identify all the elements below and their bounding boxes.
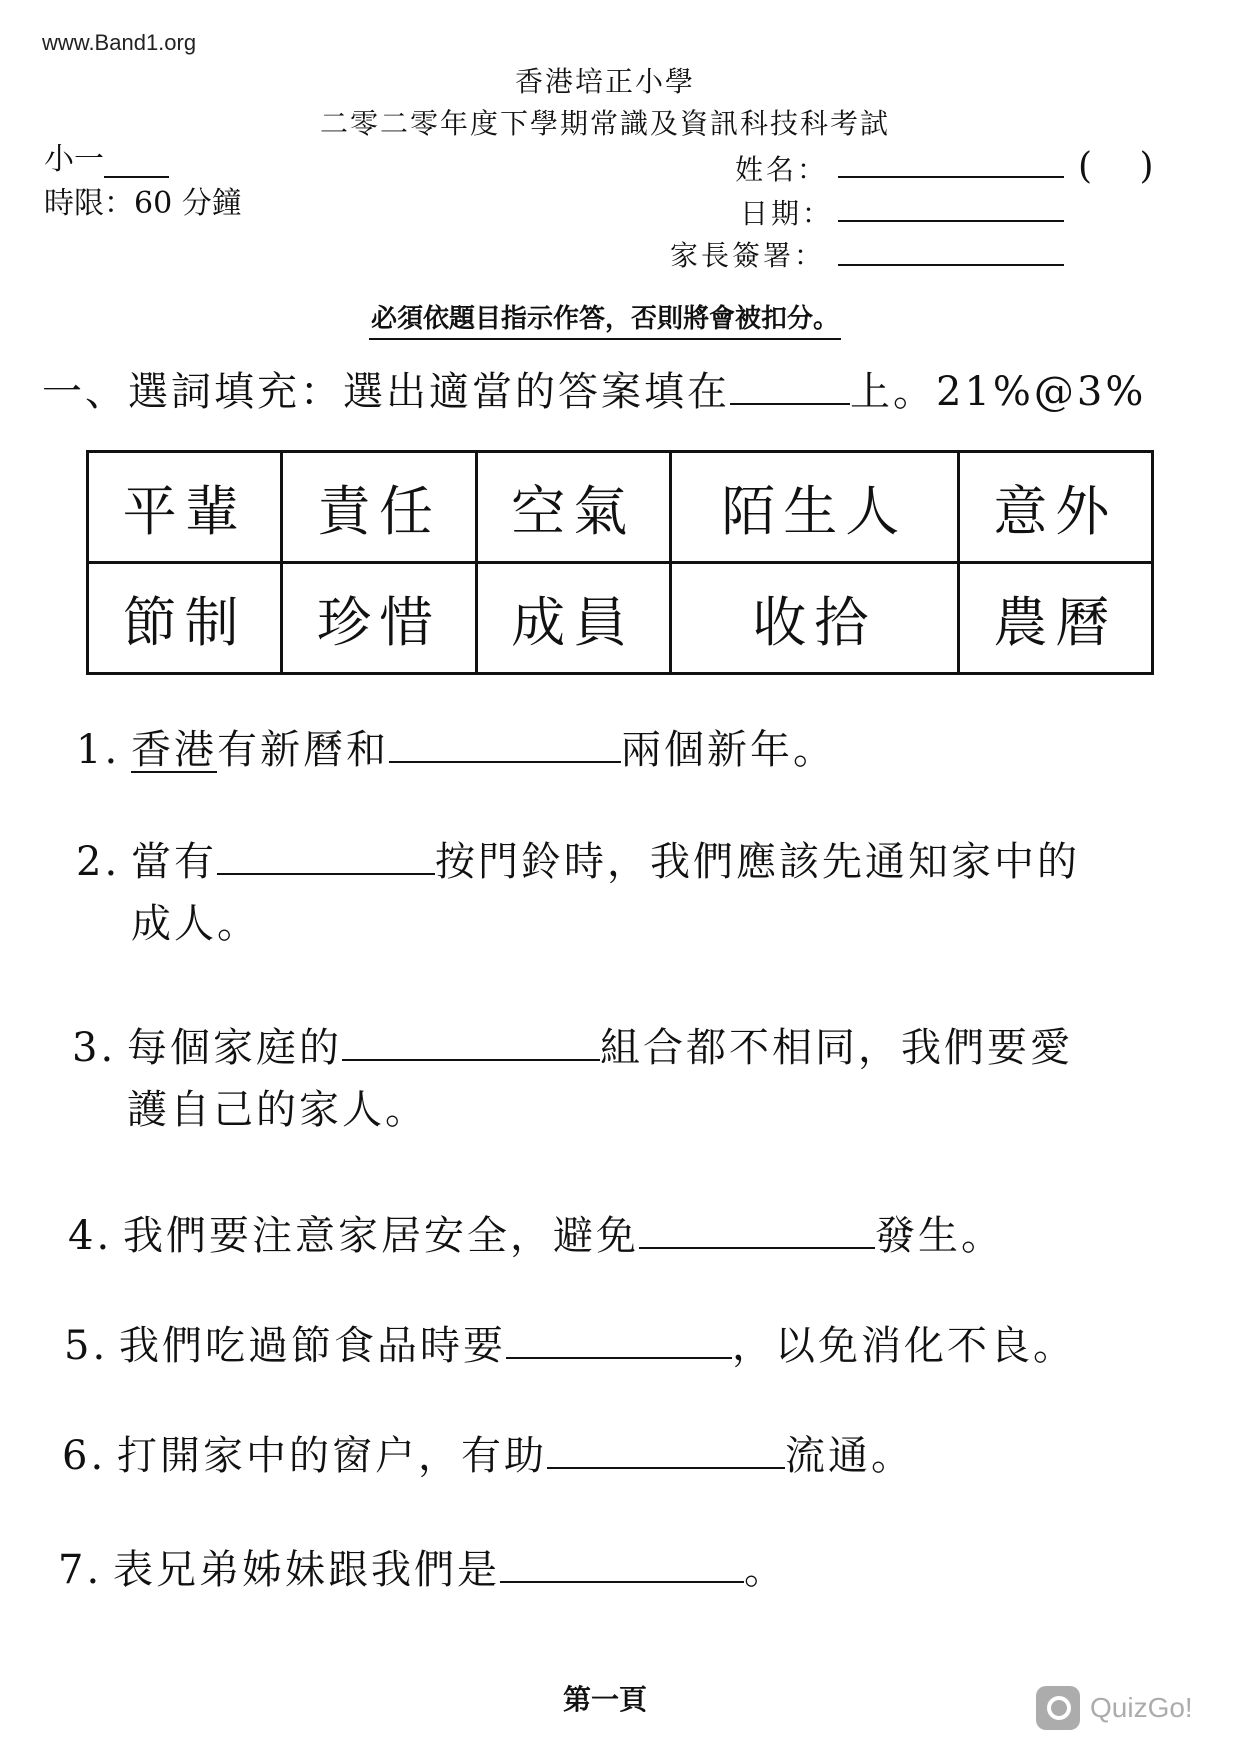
parent-sign-label: 家長簽署： [670,239,826,272]
name-label: 姓名： [735,153,829,186]
word-cell: 空氣 [476,452,670,563]
answer-blank-5[interactable] [506,1323,732,1359]
word-cell: 珍惜 [282,563,476,674]
question-2: 2. 當有 按門鈴時，我們應該先通知家中的 [76,839,1080,885]
instruction: 必須依題目指示作答，否則將會被扣分。 [0,298,1210,335]
answer-blank-2[interactable] [217,839,435,875]
school-name: 香港培正小學 [514,65,695,98]
site-watermark: www.Band1.org [42,30,197,55]
word-cell: 責任 [282,452,476,563]
class-field [44,134,169,178]
time-limit: 時限：60 分鐘 [44,186,242,221]
question-7: 7. 表兄弟姊妹跟我們是 。 [58,1547,787,1593]
word-cell: 意外 [958,452,1152,563]
exam-title: 二零二零年度下學期常識及資訊科技科考試 [319,107,890,140]
word-cell: 農曆 [958,563,1152,674]
question-6: 6. 打開家中的窗户，有助 流通。 [62,1433,914,1479]
answer-blank-1[interactable] [389,727,621,763]
title-blank [730,369,850,405]
word-cell: 陌生人 [670,452,958,563]
class-label: 小一 [44,142,104,177]
word-cell: 節制 [88,563,282,674]
date-label: 日期： [740,197,834,230]
date-blank[interactable] [838,220,1064,222]
answer-blank-7[interactable] [500,1547,744,1583]
word-cell: 成員 [476,563,670,674]
page-number: 第一頁 [562,1683,647,1716]
question-4: 4. 我們要注意家居安全，避免 發生。 [68,1213,1004,1259]
question-3-continued: 護自己的家人。 [127,1087,428,1133]
class-blank[interactable] [104,150,169,178]
parent-sign-blank[interactable] [838,264,1064,266]
word-bank-row [88,452,1153,563]
question-1: 1. 香港有新曆和 兩個新年。 [76,727,836,773]
name-blank[interactable] [838,176,1064,178]
section-1-title: 一、選詞填充：選出適當的答案填在 上。21%@3% [42,369,1147,415]
word-bank-row [88,563,1153,674]
word-cell: 平輩 [88,452,282,563]
question-2-continued: 成人。 [131,901,260,947]
quizgo-logo: QuizGo! [1036,1686,1193,1730]
answer-blank-6[interactable] [547,1433,785,1469]
quizgo-icon [1036,1686,1080,1730]
question-3: 3. 每個家庭的 組合都不相同，我們要愛 [72,1025,1073,1071]
word-cell: 收拾 [670,563,958,674]
answer-blank-4[interactable] [639,1213,875,1249]
question-5: 5. 我們吃過節食品時要 ，以免消化不良。 [64,1323,1076,1369]
seat-number-paren: ( ) [1078,146,1154,187]
answer-blank-3[interactable] [342,1025,600,1061]
word-bank-table [86,450,1154,675]
underlined-term: 香港 [131,727,217,773]
